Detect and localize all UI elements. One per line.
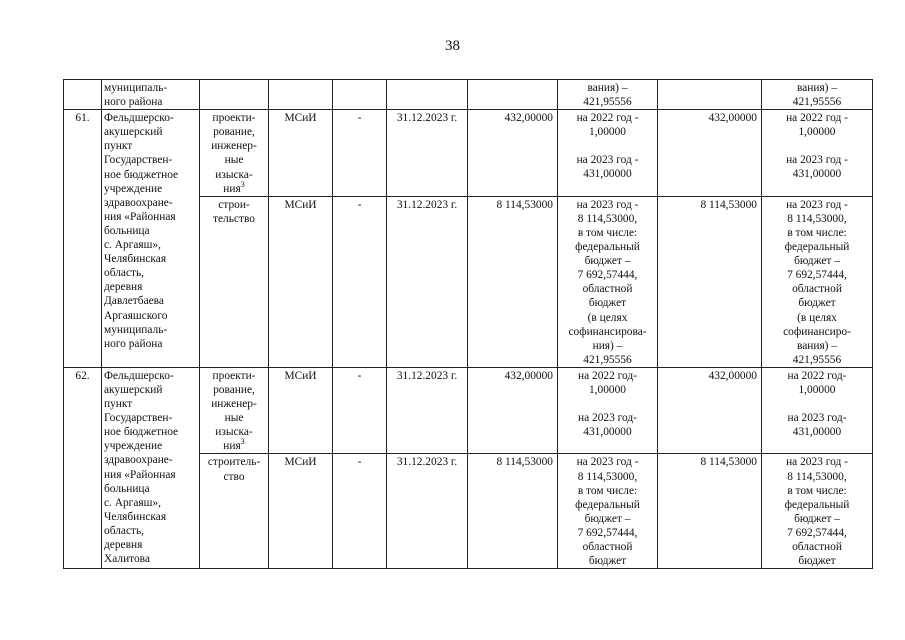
cell-line: проекти- [212, 112, 256, 125]
cell-date: 31.12.2023 г. [387, 454, 468, 569]
cell-executor: МСиИ [269, 454, 333, 569]
cell-date: 31.12.2023 г. [387, 196, 468, 367]
cell-line: ния «Районная [104, 210, 176, 223]
cell-line: учреждение [104, 182, 163, 195]
cell-line: Давлетбаева [104, 295, 164, 308]
cell-funding: вания) – 421,95556 [558, 80, 658, 110]
cell-num: 61. [64, 110, 102, 368]
cell-line: 8 114,53000, [787, 470, 847, 483]
cell-line: софинансирова- [568, 325, 647, 338]
cell-line: ное бюджетное [104, 426, 179, 439]
cell-line [764, 139, 870, 153]
cell-line: 7 692,57444, [577, 269, 638, 282]
cell-line: пункт [104, 398, 133, 411]
cell-line: 431,00000 [583, 426, 632, 439]
footnote-mark: 3 [240, 179, 245, 189]
cell-line: Фельдшерско- [104, 112, 174, 125]
cell-line: 431,00000 [583, 168, 632, 181]
cell-line: на 2023 год- [787, 412, 847, 425]
cell-funding-2 [762, 367, 873, 454]
cell-line: ные [224, 412, 244, 425]
cell-line: ство [223, 470, 245, 483]
cell-line: учреждение [104, 440, 163, 453]
cell-line: на 2023 год - [786, 456, 848, 469]
continuation-row [64, 80, 873, 110]
cell-funding-2 [762, 110, 873, 197]
cell-line: ния) – [592, 339, 623, 352]
cell-amount: 8 114,53000 [468, 196, 558, 367]
cell-line: 421,95556 [583, 353, 632, 366]
cell-amount: 432,00000 [468, 367, 558, 454]
cell-line: Фельдшерско- [104, 369, 174, 382]
cell-line: ния «Районная [104, 468, 176, 481]
cell-line: бюджет – [584, 255, 631, 268]
cell-line: 431,00000 [792, 168, 842, 181]
cell-line: инженер- [211, 398, 257, 411]
cell-line: проекти- [212, 369, 256, 382]
cell-line: 1,00000 [798, 126, 836, 139]
cell-line: деревня [104, 281, 143, 294]
cell-work [200, 80, 269, 110]
cell-line: 7 692,57444, [787, 526, 847, 539]
cell-executor: МСиИ [269, 196, 333, 367]
cell-date: 31.12.2023 г. [387, 367, 468, 454]
cell-line-wrap [202, 179, 266, 196]
cell-amount-2 [658, 80, 762, 110]
cell-amount: 432,00000 [468, 110, 558, 197]
cell-funding-2: вания) – 421,95556 [762, 80, 873, 110]
cell-work [200, 196, 269, 367]
cell-amount [468, 80, 558, 110]
page-number: 38 [445, 38, 460, 54]
cell-line-text: ния [223, 182, 241, 195]
cell-amount-2: 432,00000 [658, 110, 762, 197]
cell-line-wrap [202, 439, 266, 453]
table-row [64, 110, 873, 197]
cell-line: больница [104, 482, 150, 495]
cell-line: бюджет – [794, 255, 840, 268]
cell-line: в том числе: [577, 226, 638, 239]
cell-funding-2 [762, 196, 873, 367]
cell-line: 8 114,53000, [577, 212, 638, 225]
cell-line: изыска- [215, 426, 253, 439]
cell-date: 31.12.2023 г. [387, 110, 468, 197]
cell-line: вания) – [796, 339, 838, 352]
cell-line: 431,00000 [792, 426, 842, 439]
cell-line: федеральный [784, 498, 850, 511]
cell-line: на 2023 год - [786, 154, 848, 167]
cell-dash: - [333, 454, 387, 569]
cell-line: Халитова [104, 553, 150, 566]
cell-line: бюджет – [584, 512, 631, 525]
cell-line: (в целях [797, 311, 837, 324]
cell-line: на 2023 год- [578, 412, 637, 425]
cell-line [560, 397, 655, 411]
cell-funding [558, 367, 658, 454]
cell-line: здравоохране- [104, 454, 173, 467]
cell-line: акушерский [104, 126, 163, 139]
cell-funding-2 [762, 454, 873, 569]
cell-work [200, 110, 269, 197]
cell-line: областной [792, 541, 842, 553]
cell-line: строи- [218, 198, 250, 211]
cell-line: (в целях [587, 311, 628, 324]
cell-line: 7 692,57444, [577, 526, 638, 539]
cell-amount: 8 114,53000 [468, 454, 558, 569]
cell-line: на 2023 год - [576, 456, 639, 469]
cell-object-name: муниципаль- ного района [102, 80, 200, 110]
cell-line: с. Аргаяш», [104, 239, 161, 252]
cell-line: на 2023 год - [786, 198, 848, 211]
cell-line: область, [104, 267, 145, 280]
cell-line: на 2022 год - [576, 112, 639, 125]
cell-object-name [102, 110, 200, 368]
cell-line: ного района [104, 337, 163, 350]
cell-line: Государствен- [104, 412, 173, 425]
cell-work [200, 367, 269, 454]
cell-funding [558, 454, 658, 569]
cell-line: на 2022 год - [786, 112, 848, 125]
cell-line: муниципаль- [104, 323, 168, 336]
cell-funding [558, 196, 658, 367]
cell-amount-2: 8 114,53000 [658, 196, 762, 367]
cell-executor [269, 80, 333, 110]
cell-object-name [102, 367, 200, 568]
cell-dash: - [333, 196, 387, 367]
cell-line: здравоохране- [104, 196, 173, 209]
cell-line: бюджет [798, 555, 836, 568]
cell-line: Аргаяшского [104, 309, 168, 322]
cell-line: изыска- [215, 168, 253, 181]
cell-num: 62. [64, 367, 102, 568]
cell-line: областной [582, 541, 633, 553]
cell-line: больница [104, 224, 150, 237]
cell-line: федеральный [575, 241, 640, 254]
cell-line: акушерский [104, 383, 163, 396]
cell-line: в том числе: [787, 226, 847, 239]
cell-line: Челябинская [104, 253, 167, 266]
cell-line [560, 139, 655, 153]
projects-table [63, 79, 873, 569]
cell-line: 8 114,53000, [577, 470, 638, 483]
cell-line: областной [582, 283, 633, 296]
cell-line: областной [792, 283, 842, 296]
cell-line: 8 114,53000, [787, 212, 847, 225]
cell-dash: - [333, 110, 387, 197]
cell-line: на 2023 год - [576, 154, 639, 167]
cell-line: инженер- [211, 140, 257, 153]
cell-line: на 2022 год- [578, 369, 637, 382]
cell-line: 421,95556 [792, 353, 842, 366]
cell-line: бюджет [798, 297, 836, 310]
cell-line: бюджет [588, 555, 627, 568]
cell-dash: - [333, 367, 387, 454]
table-row [64, 367, 873, 454]
cell-line: бюджет – [794, 512, 840, 525]
footnote-mark: 3 [240, 437, 245, 447]
cell-line: федеральный [784, 241, 850, 254]
cell-line: ные [224, 154, 244, 167]
cell-line: ное бюджетное [104, 168, 179, 181]
cell-line: 1,00000 [588, 126, 627, 139]
cell-line: на 2023 год - [576, 198, 639, 211]
cell-funding [558, 110, 658, 197]
cell-line: рование, [213, 126, 255, 139]
cell-line: софинансиро- [783, 325, 851, 338]
cell-line: федеральный [575, 498, 640, 511]
cell-line [764, 397, 870, 411]
cell-line: строитель- [207, 456, 261, 469]
cell-line: на 2022 год- [787, 369, 847, 382]
cell-executor: МСиИ [269, 367, 333, 454]
cell-line: Государствен- [104, 154, 173, 167]
cell-line: рование, [213, 383, 255, 396]
cell-num [64, 80, 102, 110]
cell-amount-2: 432,00000 [658, 367, 762, 454]
cell-line: Челябинская [104, 510, 167, 523]
cell-dash [333, 80, 387, 110]
cell-date [387, 80, 468, 110]
cell-line: тельство [213, 212, 255, 225]
cell-line: в том числе: [577, 484, 638, 497]
cell-line: 7 692,57444, [787, 269, 847, 282]
cell-line-text: ния [223, 440, 241, 453]
cell-line: с. Аргаяш», [104, 496, 161, 509]
cell-line: пункт [104, 140, 133, 153]
cell-line: 1,00000 [588, 383, 627, 396]
cell-line: область, [104, 524, 145, 537]
cell-line: в том числе: [787, 484, 847, 497]
cell-work [200, 454, 269, 569]
cell-line: бюджет [588, 297, 627, 310]
cell-executor: МСиИ [269, 110, 333, 197]
cell-amount-2: 8 114,53000 [658, 454, 762, 569]
cell-line: деревня [104, 539, 143, 551]
cell-line: 1,00000 [798, 383, 836, 396]
